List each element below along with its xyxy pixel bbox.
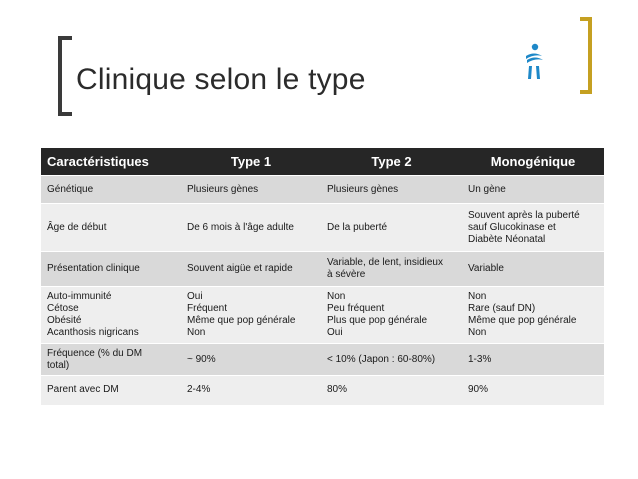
table-cell: Non Peu fréquent Plus que pop générale Oui — [321, 287, 462, 344]
header-type-2: Type 2 — [321, 148, 462, 176]
table-cell: Présentation clinique — [41, 252, 181, 287]
table-row-presentation — [41, 252, 604, 287]
table-cell: Non Rare (sauf DN) Même que pop générale Non — [462, 287, 604, 344]
table-row-genetique — [41, 176, 604, 204]
table-row-age-debut — [41, 204, 604, 252]
table-cell: Âge de début — [41, 204, 181, 252]
table-cell: Un gène — [462, 176, 604, 204]
logo-figure-icon — [521, 42, 547, 82]
table-row-parent-dm — [41, 376, 604, 405]
table-cell: Auto-immunité Cétose Obésité Acanthosis nigricans — [41, 287, 181, 344]
table-cell: De la puberté — [321, 204, 462, 252]
table-cell: Variable — [462, 252, 604, 287]
header-caracteristiques: Caractéristiques — [41, 148, 181, 176]
table-cell: Fréquence (% du DM total) — [41, 344, 181, 376]
table-cell: Génétique — [41, 176, 181, 204]
slide-title: Clinique selon le type — [76, 63, 366, 96]
table-cell: Variable, de lent, insidieux à sévère — [321, 252, 462, 287]
table-cell: Parent avec DM — [41, 376, 181, 405]
table-cell: 2-4% — [181, 376, 321, 405]
table-cell: Oui Fréquent Même que pop générale Non — [181, 287, 321, 344]
table-cell: Souvent aigüe et rapide — [181, 252, 321, 287]
table-cell: Plusieurs gènes — [181, 176, 321, 204]
table-header-row — [41, 148, 604, 176]
table-cell: Souvent après la puberté sauf Glucokinase et Diabète Néonatal — [462, 204, 604, 252]
left-bracket-decoration — [58, 36, 72, 116]
clinical-comparison-table — [41, 148, 604, 405]
table-cell: 80% — [321, 376, 462, 405]
table-row-frequence — [41, 344, 604, 376]
header-monogenique: Monogénique — [462, 148, 604, 176]
right-bracket-decoration — [580, 17, 592, 94]
table-cell: De 6 mois à l'âge adulte — [181, 204, 321, 252]
table-cell: < 10% (Japon : 60-80%) — [321, 344, 462, 376]
table-cell: Plusieurs gènes — [321, 176, 462, 204]
table-row-auto-immunite — [41, 287, 604, 344]
table-cell: 90% — [462, 376, 604, 405]
table-cell: ~ 90% — [181, 344, 321, 376]
table-cell: 1-3% — [462, 344, 604, 376]
header-type-1: Type 1 — [181, 148, 321, 176]
